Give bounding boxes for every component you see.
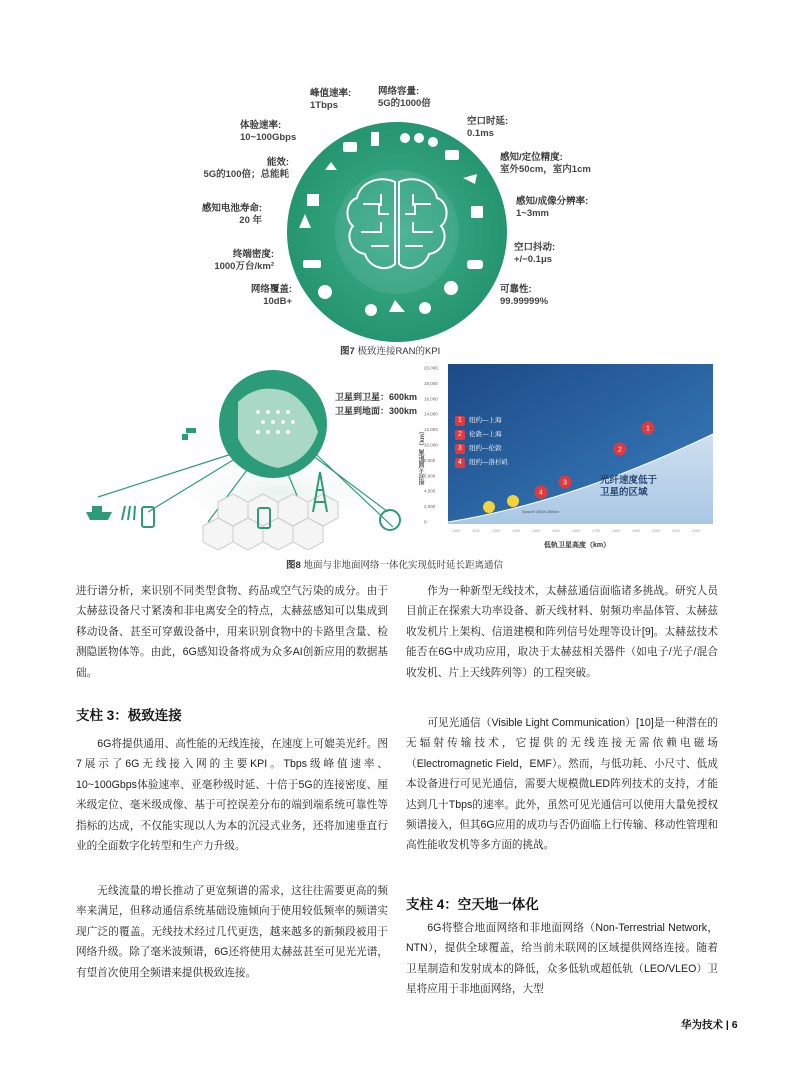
kpi-experience-rate: 体验速率: 10~100Gbps [240, 120, 297, 143]
figure7-caption: 图7 极致连接RAN的KPI [340, 346, 441, 357]
svg-text:1: 1 [646, 425, 650, 433]
kpi-capacity: 网络容量: 5G的1000倍 [378, 86, 431, 109]
svg-text:1600: 1600 [572, 529, 580, 533]
ship-icon [303, 260, 321, 268]
left-paragraph-1: 进行谱分析，来识别不同类型食物、药品或空气污染的成分。由于太赫兹设备尺寸紧凑和非电离安全的特点，太赫兹感知可以集成到移动设备、甚至可穿戴设备中，用来识别食物中的卡路里含量、检测隐匿物体等。由此，6G感知设备将成为众多AI创新应用的数据基础。 [76, 585, 388, 679]
spacex-dot-1 [483, 501, 495, 513]
heading-pillar-3: 支柱 3：极致连接 [76, 708, 182, 723]
svg-text:3: 3 [563, 479, 567, 487]
city-icon [471, 206, 483, 218]
svg-text:2100: 2100 [672, 529, 680, 533]
right-paragraph-3: 6G将整合地面网络和非地面网络（Non-Terrestrial Network，NTN），提供全球覆盖，给当前未联网的区域提供网络连接。随着卫星制造和发射成本的降低，众多低轨或超低轨（LEO/VLEO）卫星将应用于非地面网络，大型 [406, 922, 718, 996]
chart-y-label: 相对大圆距离（km） [420, 428, 426, 485]
x-tick-labels [452, 529, 700, 533]
y-tick-label: 10,000 [424, 442, 438, 448]
svg-text:1000: 1000 [452, 529, 460, 533]
robot-icon [444, 281, 458, 295]
svg-text:1400: 1400 [532, 529, 540, 533]
svg-text:2000: 2000 [652, 529, 660, 533]
svg-text:1200: 1200 [492, 529, 500, 533]
kpi-wheel-graphic [285, 120, 510, 345]
left-paragraph-2: 6G将提供通用、高性能的无线连接，在速度上可媲美光纤。图7展示了6G无线接入网的主要KPI。Tbps级峰值速率、10~100Gbps体验速率、亚毫秒级时延、十倍于5G的连接密度、厘米级定位、毫米级成像、基于可控误差分布的端到端系统可靠性等指标的达成，不仅能实现以人为本的沉浸式业务，还将加速垂直行业的全面数字化转型和生产力升级。 [76, 738, 388, 853]
right-paragraph-1: 作为一种新型无线技术，太赫兹通信面临诸多挑战。研究人员目前正在探索大功率设备、新天线材料、射频功率晶体管、太赫兹收发机片上架构、信道建模和阵列信号处理等设计[9]。太赫兹技术能否在6G中成功应用，取决于太赫兹相关器件（如电子/光子/混合收发机、片上天线阵列等）的工程突破。 [406, 585, 718, 679]
y-tick-label: 16,000 [424, 396, 438, 402]
kpi-reliability: 可靠性: 99.99999% [500, 284, 549, 307]
y-tick-label: 18,000 [424, 380, 438, 386]
left-paragraph-3: 无线流量的增长推动了更宽频谱的需求，这往往需要更高的频率来满足，但移动通信系统基础设施倾向于使用较低频率的频谱实现广泛的覆盖。无线技术经过几代更迭，越来越多的新频段被用于网络升级。除了毫米波频谱，6G还将使用太赫兹甚至可见光光谱，有望首次使用全频谱来提供极致连接。 [76, 885, 388, 979]
svg-text:4: 4 [539, 489, 543, 497]
oil-pump-icon [343, 142, 357, 152]
kpi-latency: 空口时延: 0.1ms [467, 116, 509, 139]
sensor-icon [365, 304, 377, 316]
globe-icon [219, 370, 327, 478]
sat-to-sat-label: 卫星到卫星：600km [335, 392, 418, 402]
vr-headset-icon [445, 150, 459, 160]
car-icon [380, 510, 400, 530]
satellite-icon [182, 428, 196, 440]
marker-1 [642, 422, 655, 435]
kpi-coverage: 网络覆盖: 10dB+ [250, 284, 292, 307]
y-tick-label: 4,000 [424, 488, 436, 494]
right-paragraph-2: 可见光通信（Visible Light Communication）[10]是一种潜在的无辐射传输技术，它提供的无线连接无需依赖电磁场（Electromagnetic Field，EMF）。然而，与低功耗、小尺寸、低成本设备进行可见光通信，需要大规模微LED阵列技术的支持，才能达到几十Tbps的速率。此外，虽然可见光通信可以使用大量免授权频谱接入，但其6G应用的成功与否仍面临上行传输、移动性管理和高性能收发机等多方面的挑战。 [406, 717, 718, 852]
globe-icon [318, 285, 332, 299]
svg-text:1800: 1800 [612, 529, 620, 533]
heading-pillar-4: 支柱 4：空天地一体化 [406, 897, 539, 912]
y-tick-label: 20,000 [424, 365, 438, 371]
ship-icon [86, 506, 112, 520]
car-icon [467, 260, 483, 269]
drone-icon [419, 302, 431, 314]
y-tick-label: 6,000 [424, 473, 436, 479]
wheat-icon [122, 506, 135, 520]
spacex-dot-2 [507, 495, 519, 507]
marker-2 [614, 443, 627, 456]
page-footer: 华为技术 | 6 [681, 1019, 738, 1031]
legend-item-2: 2 伦敦—上海 [455, 429, 502, 440]
sat-to-ground-label: 卫星到地面：300km [335, 406, 418, 416]
building-icon [371, 132, 379, 146]
legend-item-1: 1 纽约—上海 [455, 415, 502, 426]
kpi-jitter: 空口抖动: +/−0.1μs [514, 242, 556, 265]
kpi-battery-life: 感知电池寿命: 20 年 [201, 203, 262, 226]
figure8-caption: 图8 地面与非地面网络一体化实现低时延长距离通信 [286, 560, 503, 571]
y-tick-label: 2,000 [424, 504, 436, 510]
kpi-imaging-resolution: 感知/成像分辨率: 1~3mm [516, 196, 589, 219]
latency-chart [422, 362, 717, 550]
y-tick-label: 14,000 [424, 411, 438, 417]
chart-x-label: 低轨卫星高度（km） [544, 542, 611, 549]
svg-text:1500: 1500 [552, 529, 560, 533]
people-icon [400, 133, 410, 143]
kpi-efficiency: 能效: 5G的100倍；总能耗 [203, 157, 289, 180]
svg-text:1100: 1100 [472, 529, 480, 533]
svg-text:2: 2 [618, 446, 622, 454]
kpi-sensing-precision: 感知/定位精度: 室外50cm，室内1cm [500, 152, 591, 175]
legend-item-4: 4 纽约—洛杉矶 [455, 457, 508, 468]
region-label: 光纤速度低于 卫星的区域 [600, 475, 658, 498]
kpi-peak-rate: 峰值速率: 1Tbps [310, 88, 352, 111]
svg-text:1900: 1900 [632, 529, 640, 533]
svg-text:2200: 2200 [692, 529, 700, 533]
svg-text:1700: 1700 [592, 529, 600, 533]
left-column [76, 581, 388, 683]
y-tick-label: 0 [424, 519, 427, 525]
kpi-device-density: 终端密度: 1000万台/km² [214, 249, 274, 272]
marker-4 [535, 486, 548, 499]
chart-svg [422, 362, 717, 550]
y-tick-label: 12,000 [424, 427, 438, 433]
spacex-label: SpaceX @520-560km [522, 510, 560, 514]
meter-icon [307, 194, 319, 206]
svg-text:1300: 1300 [512, 529, 520, 533]
legend-item-3: 3 纽约—伦敦 [455, 443, 502, 454]
marker-3 [559, 476, 572, 489]
y-tick-label: 8,000 [424, 457, 436, 463]
